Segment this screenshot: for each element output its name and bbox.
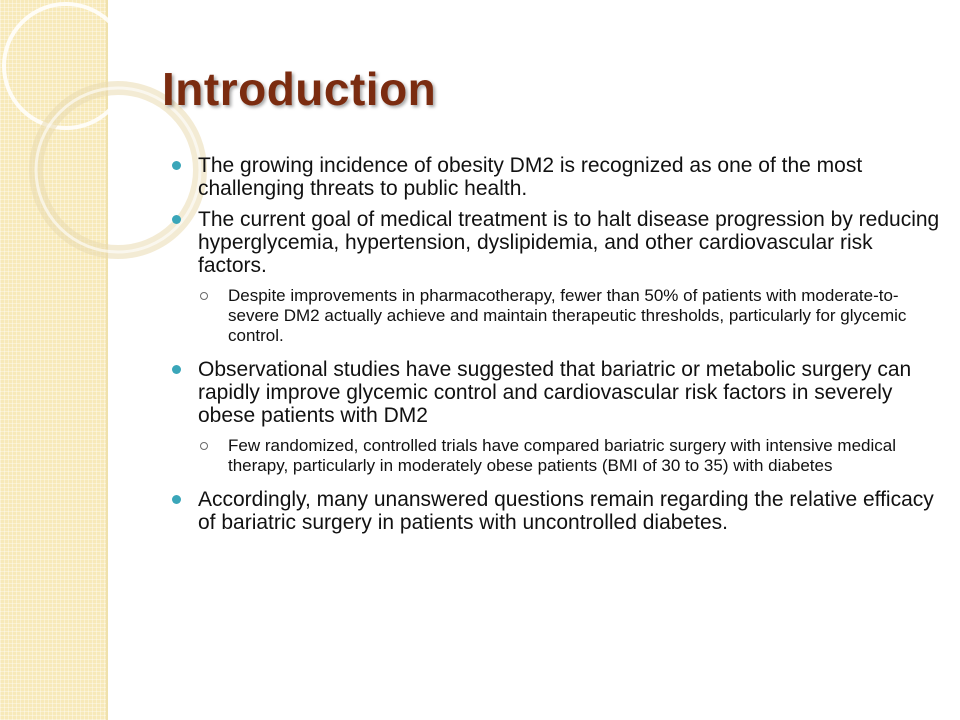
bullet-item	[172, 154, 942, 200]
sub-bullet-item	[198, 436, 942, 476]
sub-bullet-list	[198, 436, 942, 476]
sub-bullet-item	[198, 286, 942, 346]
bullet-dot-icon	[172, 161, 181, 170]
bullet-dot-icon	[172, 365, 181, 374]
sub-bullet-text: Few randomized, controlled trials have compared bariatric surgery with intensive medical therapy, particularly in moderately obese patients (BMI of 30 to 35) with diabetes	[228, 436, 897, 475]
bullet-item	[172, 488, 942, 534]
bullet-text: Accordingly, many unanswered questions remain regarding the relative efficacy of bariatric surgery in patients with uncontrolled diabetes.	[198, 488, 934, 534]
sub-bullet-circle-icon	[200, 292, 208, 300]
bullet-text: The current goal of medical treatment is to halt disease progression by reducing hyperglycemia, hypertension, dyslipidemia, and other cardiovascular risk factors.	[198, 208, 940, 277]
sub-bullet-circle-icon	[200, 442, 208, 450]
bullet-item	[172, 208, 942, 346]
bullet-item	[172, 358, 942, 476]
slide-content	[172, 154, 942, 542]
slide-title: Introduction	[162, 63, 437, 115]
bullet-text: Observational studies have suggested that bariatric or metabolic surgery can rapidly improve glycemic control and cardiovascular risk factors in severely obese patients with DM2	[198, 358, 912, 427]
sub-bullet-text: Despite improvements in pharmacotherapy, fewer than 50% of patients with moderate-to-severe DM2 actually achieve and maintain therapeutic thresholds, particularly for glycemic control.	[228, 286, 907, 345]
bullet-dot-icon	[172, 495, 181, 504]
bullet-text: The growing incidence of obesity DM2 is recognized as one of the most challenging threats to public health.	[198, 154, 863, 200]
bullet-dot-icon	[172, 215, 181, 224]
bullet-list	[172, 154, 942, 534]
sub-bullet-list	[198, 286, 942, 346]
